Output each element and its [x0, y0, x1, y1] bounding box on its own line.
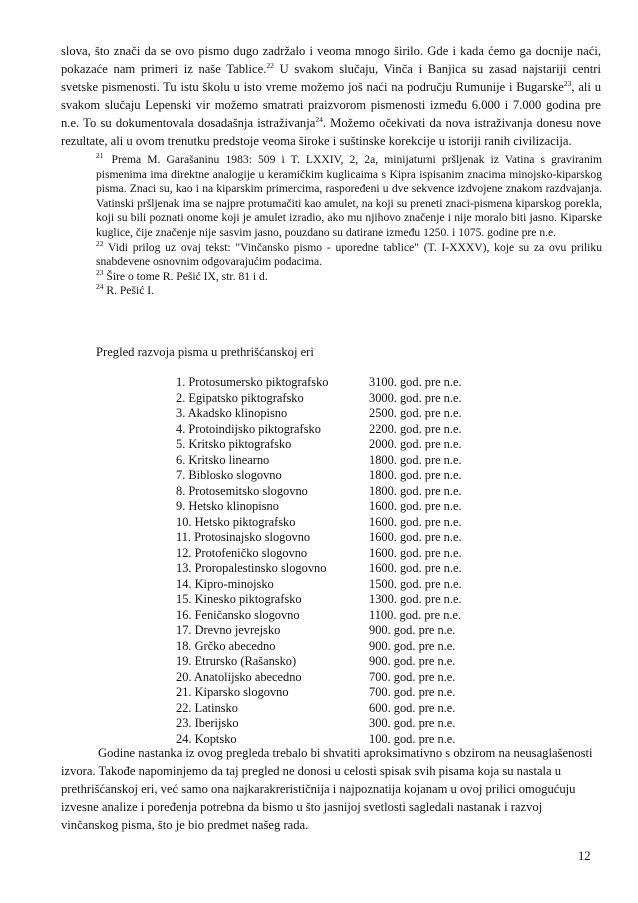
table-row — [176, 670, 462, 686]
table-row — [176, 530, 462, 546]
script-date: 100. god. pre n.e. — [369, 731, 456, 746]
section-title: Pregled razvoja pisma u prethrišćanskoj eri — [96, 345, 314, 359]
table-row — [176, 437, 462, 453]
footnote-ref[interactable]: 22 — [266, 60, 274, 70]
table-row — [176, 577, 462, 593]
script-date: 900. god. pre n.e. — [369, 638, 456, 653]
scripts-table — [176, 375, 462, 747]
script-name: 24. Koptsko — [176, 731, 237, 746]
script-date: 900. god. pre n.e. — [369, 623, 456, 637]
script-name: 6. Kritsko linearno — [176, 452, 270, 467]
script-name: 20. Anatolijsko abecedno — [176, 669, 302, 684]
table-row — [176, 391, 462, 407]
table-row — [176, 546, 462, 562]
script-date: 700. god. pre n.e. — [369, 685, 456, 699]
closing-text: Godine nastanka iz ovog pregleda trebalo bi shvatiti aproksimativno s obzirom na neusaglašenosti izvora. Takođe napominjemo da taj pregled ne donosi u celosti spisak svih pisama koja su nastala u prethrišćanskoj eri, već samo ona najkarakrerističnija i najpoznatija kojanam u ovoj prilici omogućuju izvesne analize i poređenja potrebna da bismo u što jasnijoj svetlosti sagledali nastanak i razvoj vinčanskog pisma, što je bio predmet našeg rada. — [61, 746, 593, 832]
table-row — [176, 561, 462, 577]
footnote-22 — [96, 238, 602, 270]
script-name: 2. Egipatsko piktografsko — [176, 390, 304, 405]
table-row — [176, 453, 462, 469]
footnote-text: Vidi prilog uz ovaj tekst: "Vinčansko pismo - uporedne tablice" (T. I-XXXV), koje su za ovu priliku snabdevene osnovnim odgovarajućim podacima. — [96, 240, 602, 269]
script-date: 900. god. pre n.e. — [369, 654, 456, 668]
table-row — [176, 608, 462, 624]
script-name: 8. Protosemitsko slogovno — [176, 483, 308, 498]
script-name: 4. Protoindijsko piktografsko — [176, 421, 321, 436]
footnote-text: R. Pešić I. — [106, 284, 155, 298]
table-row — [176, 499, 462, 515]
script-name: 17. Drevno jevrejsko — [176, 623, 281, 637]
footnote-23 — [96, 267, 602, 285]
script-date: 1800. god. pre n.e. — [369, 483, 462, 498]
table-row — [176, 375, 462, 391]
script-date: 1500. god. pre n.e. — [369, 576, 462, 591]
footnote-text: Prema M. Garašaninu 1983: 509 i T. LXXIV, 2, 2a, minijaturni pršljenak iz Vatina s graviranim pismenima ima direktne analogije u keramičkim kuglicaima s Kipra ispisanim znacima minojsko-kiparskog pisma. Znaci su, kao i na kiparskim primercima, raspoređeni u dve sekvence izdvojene znakom razdvajanja. Vatinski pršljenak ima se najpre protumačiti kao amulet, na koji su preneti znaci-pismena kiparskog porekla, koji su bili poznati onome koji je amulet izradio, ako mu njihovo značenje i nije moralo biti jasno. Kiparske kuglice, čije značenje nije sasvim jasno, pouzdano su datirane između 1250. i 1075. godine pre n.e. — [96, 153, 602, 239]
script-date: 1600. god. pre n.e. — [369, 530, 462, 544]
script-date: 1800. god. pre n.e. — [369, 452, 462, 467]
intro-text-part: U svakom slučaju, Vinča i Banjica su zasad najstariji centri svetske pismenosti. Tu istu školu u isto vreme možemo još naći na području Rumunije i Bugarske — [61, 62, 601, 94]
footnote-number: 24 — [96, 282, 104, 292]
intro-text-part: , ali u svakom slučaju Lepenski vir možemo smatrati praizvorom pismenosti između 6.000 i 7.000 godina pre n.e. To su dokumentovala dosadašnja istraživanja — [61, 80, 601, 130]
script-date: 1600. god. pre n.e. — [369, 545, 462, 560]
script-name: 10. Hetsko piktografsko — [176, 514, 296, 529]
table-row — [176, 406, 462, 422]
script-name: 1. Protosumersko piktografsko — [176, 375, 329, 389]
script-name: 16. Feničansko slogovno — [176, 607, 300, 622]
script-name: 11. Protosinajsko slogovno — [176, 530, 311, 544]
table-row — [176, 515, 462, 531]
script-name: 5. Kritsko piktografsko — [176, 437, 292, 451]
footnote-ref[interactable]: 24 — [315, 114, 323, 124]
page-number: 12 — [578, 849, 591, 863]
intro-text-part: slova, što znači da se ovo pismo dugo zadržalo i veoma mnogo širilo. Gde i kada ćemo ga docnije naći, pokazaće nam primeri iz naše Tablice. — [61, 44, 601, 76]
script-date: 2000. god. pre n.e. — [369, 437, 462, 451]
script-date: 700. god. pre n.e. — [369, 669, 456, 684]
table-row — [176, 685, 462, 701]
script-name: 12. Protofeničko slogovno — [176, 545, 308, 560]
script-date: 3000. god. pre n.e. — [369, 390, 462, 405]
script-name: 18. Grčko abecedno — [176, 638, 276, 653]
script-date: 2500. god. pre n.e. — [369, 406, 462, 420]
footnote-text: Šire o tome R. Pešić IX, str. 81 i d. — [106, 269, 268, 283]
closing-paragraph — [61, 744, 601, 834]
footnote-number: 22 — [96, 238, 104, 248]
script-date: 1800. god. pre n.e. — [369, 468, 462, 482]
footnote-number: 21 — [96, 151, 104, 161]
script-name: 15. Kinesko piktografsko — [176, 592, 302, 606]
table-row — [176, 654, 462, 670]
footnotes — [96, 153, 602, 299]
table-row — [176, 484, 462, 500]
script-name: 7. Biblosko slogovno — [176, 468, 282, 482]
script-date: 2200. god. pre n.e. — [369, 421, 462, 436]
script-name: 22. Latinsko — [176, 700, 238, 715]
script-name: 14. Kipro-minojsko — [176, 576, 274, 591]
intro-text-part: . Možemo očekivati da nova istraživanja donesu nove rezultate, ali u ovom trenutku predstoje veoma široke i suštinske korekcije u istoriji ranih civilizacija. — [61, 116, 601, 148]
table-row — [176, 623, 462, 639]
footnote-24 — [96, 284, 602, 299]
script-date: 1600. god. pre n.e. — [369, 514, 462, 529]
script-date: 3100. god. pre n.e. — [369, 375, 462, 389]
script-name: 3. Akadsko klinopisno — [176, 406, 288, 420]
table-row — [176, 422, 462, 438]
table-row — [176, 468, 462, 484]
table-row — [176, 716, 462, 732]
script-date: 1600. god. pre n.e. — [369, 499, 462, 513]
intro-paragraph — [61, 42, 601, 150]
script-name: 21. Kiparsko slogovno — [176, 685, 289, 699]
footnote-ref[interactable]: 23 — [563, 78, 572, 88]
footnote-21 — [96, 153, 602, 241]
script-name: 23. Iberijsko — [176, 716, 239, 730]
script-name: 13. Proropalestinsko slogovno — [176, 561, 327, 575]
table-row — [176, 639, 462, 655]
script-name: 9. Hetsko klinopisno — [176, 499, 279, 513]
script-name: 19. Etrursko (Rašansko) — [176, 654, 297, 668]
table-row — [176, 701, 462, 717]
script-date: 600. god. pre n.e. — [369, 700, 456, 715]
script-date: 1300. god. pre n.e. — [369, 592, 462, 606]
table-row — [176, 592, 462, 608]
scripts-table-body — [176, 375, 462, 747]
script-date: 1100. god. pre n.e. — [369, 607, 462, 622]
footnote-number: 23 — [96, 267, 104, 277]
script-date: 1600. god. pre n.e. — [369, 561, 462, 575]
script-date: 300. god. pre n.e. — [369, 716, 456, 730]
